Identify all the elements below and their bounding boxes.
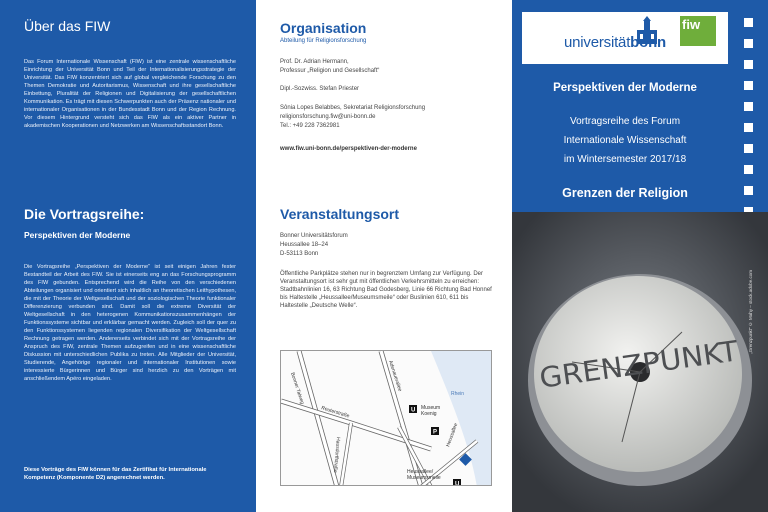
organisation-url[interactable]: www.fiw.uni-bonn.de/perspektiven-der-moderne <box>280 146 417 152</box>
fiw-logo-text: fiw <box>682 17 701 32</box>
label-stop-1: Heussallee/ <box>407 469 434 475</box>
about-title: Über das FIW <box>24 18 111 34</box>
right-panel <box>512 0 768 512</box>
label-adenauerallee: Adenauerallee <box>387 359 403 393</box>
series-description <box>512 112 738 169</box>
stone-image <box>512 212 768 512</box>
location-map <box>280 350 492 486</box>
university-logo-text: universitätbonn <box>564 34 667 51</box>
topic-title: Grenzen der Religion <box>562 186 688 200</box>
series-title: Die Vortragsreihe: <box>24 206 145 222</box>
organisation-subtitle: Abteilung für Religionsforschung <box>280 38 367 44</box>
left-panel <box>0 0 256 512</box>
boundary-stone-photo <box>512 212 768 512</box>
organisation-person1-line2: Professur „Religion und Gesellschaft“ <box>280 68 380 74</box>
certificate-note: Diese Vorträge des FIW können für das Zertifikat für Internationale Kompetenz (Komponente D2) angerechnet werden. <box>24 467 207 481</box>
middle-panel <box>256 0 512 512</box>
label-museum-koenig-1: Museum <box>421 405 441 411</box>
label-rhein: Rhein <box>451 391 465 397</box>
venue-info: Öffentliche Parkplätze stehen nur in begrenztem Umfang zur Verfügung. Der Veranstaltungsort ist sehr gut mit öffentlichen Verkehrsmitteln zu erreichen: Stadtbahnlinien 16, 63 Richtung Bad Godesberg, Linie 66 Richtung Bad Honnef bis Haltestelle „Heussallee/Museumsmeile“ oder Buslinien 610, 611 bis Haltestelle „Deutsche Welle“. <box>280 271 492 309</box>
venue-line1: Bonner Universitätsforum <box>280 233 348 239</box>
series-name: Perspektiven der Moderne <box>553 82 697 94</box>
label-museum-koenig-2: Koenig <box>421 411 437 417</box>
about-body: Das Forum Internationale Wissenschaft (FIW) ist eine zentrale wissenschaftliche Einrichtung der Universität Bonn und Teil der Internationalisierungsstrategie der Universität. Das FIW konzentriert sich auf global vergleichende Forschung zu den Themen Demokratie und Autoritarismus, Wissenschaft und ihre gesellschaftliche Einbettung, Pluralität der Religionen und Digitalisierung der gesellschaftlichen Kommunikation. Es trägt mit diesen Schwerpunkten auch der Präsenz nationaler und internationaler Organisationen in der Bundesstadt Bonn und der Region Rechnung. Vor diesem Hintergrund versteht sich das FIW als ein aktiver Partner in akademischen Kooperationen und Netzwerken am Wissenschaftsstandort Bonn. <box>24 59 236 129</box>
label-heussallee: Heussallee <box>445 422 460 448</box>
organisation-phone: Tel.: +49 228 7362981 <box>280 123 340 129</box>
label-reuterstrasse: Reuterstraße <box>320 405 351 420</box>
series-subtitle: Perspektiven der Moderne <box>24 230 131 240</box>
venue-line2: Heussallee 18–24 <box>280 242 329 248</box>
series-body: Die Vortragsreihe „Perspektiven der Moderne“ ist seit einigen Jahren fester Bestandteil der Arbeit des FIW. Sie ist einerseits eng an das Forschungsprogramm des FIW gebunden. Entsprechend wird die Reihe von den verschiedenen Abteilungen organisiert und orientiert sich inhaltlich an theoretischen Leithypothesen, die mit der Theorie der Weltgesellschaft und der soziologischen Theorie funktionaler Differenzierung verbunden sind. Damit soll die extreme Diversität der Weltgesellschaft in den heterogenen Kommunikationszusammenhängen der Funktionssysteme sichtbar und erklärbar gemacht werden. Zugleich soll der quer zu den Funktionssystemen liegenden regionalen Diversifikation der Weltgesellschaft Rechnung getragen werden. Andererseits verbindet sich mit der Vortragsreihe der Anspruch des FIW, zentrale Themen aufzugreifen und in eine wissenschaftliche Diskussion mit unterschiedlichen Publika zu treten. Alle Mitglieder der Universität, Studierende, Angehörige regionaler und internationaler Institutionen sowie interessierte Bürgerinnen und Bürger sind herzlich zu den Vorträgen mit anschließendem Apéro eingeladen. <box>24 264 236 382</box>
organisation-title: Organisation <box>280 20 367 36</box>
organisation-email[interactable]: religionsforschung.fiw@uni-bonn.de <box>280 114 376 120</box>
organisation-person1-line1: Prof. Dr. Adrian Hermann, <box>280 59 349 65</box>
svg-text:U: U <box>455 481 460 486</box>
organisation-person3: Sônia Lopes Belabbes, Sekretariat Religionsforschung <box>280 105 426 111</box>
label-hausdorffstrasse: Hausdorffstraße <box>331 436 341 473</box>
series-line3: im Wintersemester 2017/18 <box>563 154 687 165</box>
photo-credit: „Grenzpunkt“ © Mahy – stock.adobe.com <box>748 270 753 354</box>
map-svg <box>281 351 492 486</box>
venue-title: Veranstaltungsort <box>280 206 400 222</box>
label-bonner-talweg: Bonner Talweg <box>289 371 306 406</box>
label-stop-2: Museumsmeile <box>407 475 441 481</box>
river-shape <box>431 351 492 486</box>
venue-line3: D-53113 Bonn <box>280 251 319 257</box>
series-line2: Internationale Wissenschaft <box>563 135 687 146</box>
stone-engraving: GRENZPUNKT <box>537 335 731 395</box>
svg-text:P: P <box>433 429 438 436</box>
organisation-person2: Dipl.-Sozwiss. Stefan Priester <box>280 86 360 92</box>
svg-text:U: U <box>411 407 416 414</box>
series-line1: Vortragsreihe des Forum <box>569 116 681 127</box>
